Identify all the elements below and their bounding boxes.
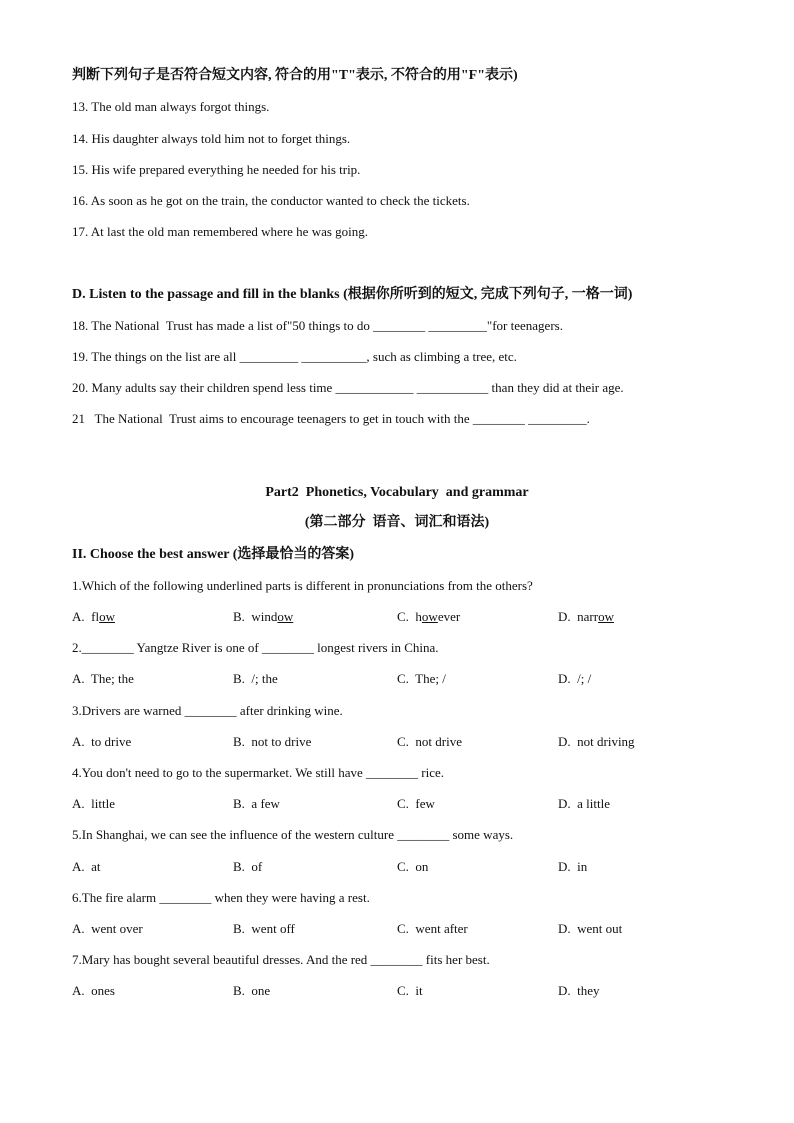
option-c: C. it xyxy=(397,983,423,998)
mc-options-7 xyxy=(72,982,712,1000)
mc-options-6 xyxy=(72,920,712,938)
option-c: C. went after xyxy=(397,921,468,936)
mc-options-2 xyxy=(72,670,712,688)
option-a: A. ones xyxy=(72,983,115,998)
part2-title: Part2 Phonetics, Vocabulary and grammar xyxy=(265,485,529,500)
question-20: 20. Many adults say their children spend less time ____________ ___________ than they did at their age. xyxy=(72,380,624,395)
option-b: B. went off xyxy=(233,921,295,936)
option-d: D. /; / xyxy=(558,671,592,686)
option-b: B. one xyxy=(233,983,271,998)
option-d: D. in xyxy=(558,859,588,874)
option-a: A. The; the xyxy=(72,671,134,686)
option-d: D. not driving xyxy=(558,734,635,749)
mc-question-4: 4.You don't need to go to the supermarket. We still have ________ rice. xyxy=(72,765,444,780)
mc-options-5 xyxy=(72,858,712,876)
option-d: D. they xyxy=(558,983,600,998)
option-c: C. few xyxy=(397,796,435,811)
option-b: B. of xyxy=(233,859,263,874)
option-c: C. not drive xyxy=(397,734,462,749)
option-b: B. a few xyxy=(233,796,280,811)
option-a: A. flow xyxy=(72,609,115,624)
mc-options-3 xyxy=(72,733,712,751)
option-b: B. not to drive xyxy=(233,734,312,749)
question-18: 18. The National Trust has made a list of"50 things to do ________ _________"for teenagers. xyxy=(72,318,563,333)
option-d: D. went out xyxy=(558,921,623,936)
option-d: D. narrow xyxy=(558,609,614,624)
option-a: A. at xyxy=(72,859,101,874)
option-a: A. to drive xyxy=(72,734,132,749)
option-b: B. window xyxy=(233,609,294,624)
question-19: 19. The things on the list are all _________ __________, such as climbing a tree, etc. xyxy=(72,349,517,364)
option-d: D. a little xyxy=(558,796,610,811)
mc-question-1: 1.Which of the following underlined parts is different in pronunciations from the others? xyxy=(72,578,533,593)
mc-options-4 xyxy=(72,795,712,813)
option-a: A. little xyxy=(72,796,115,811)
question-13: 13. The old man always forgot things. xyxy=(72,99,270,114)
mc-options-1 xyxy=(72,608,712,626)
question-21: 21 The National Trust aims to encourage teenagers to get in touch with the ________ _________. xyxy=(72,411,590,426)
section-c-heading: 判断下列句子是否符合短文内容, 符合的用"T"表示, 不符合的用"F"表示) xyxy=(72,68,518,83)
part2-subtitle: (第二部分 语音、词汇和语法) xyxy=(304,515,490,530)
option-c: C. however xyxy=(397,609,461,624)
option-c: C. The; / xyxy=(397,671,446,686)
mc-question-6: 6.The fire alarm ________ when they were having a rest. xyxy=(72,890,370,905)
option-a: A. went over xyxy=(72,921,143,936)
mc-question-7: 7.Mary has bought several beautiful dresses. And the red ________ fits her best. xyxy=(72,952,490,967)
mc-question-5: 5.In Shanghai, we can see the influence of the western culture ________ some ways. xyxy=(72,827,514,842)
question-15: 15. His wife prepared everything he needed for his trip. xyxy=(72,162,361,177)
option-c: C. on xyxy=(397,859,429,874)
question-16: 16. As soon as he got on the train, the conductor wanted to check the tickets. xyxy=(72,193,470,208)
mc-question-3: 3.Drivers are warned ________ after drinking wine. xyxy=(72,703,343,718)
option-b: B. /; the xyxy=(233,671,278,686)
section-d-heading: D. Listen to the passage and fill in the blanks (根据你所听到的短文, 完成下列句子, 一格一词) xyxy=(72,287,633,302)
mc-question-2: 2.________ Yangtze River is one of ________ longest rivers in China. xyxy=(72,640,439,655)
section-ii-heading: II. Choose the best answer (选择最恰当的答案) xyxy=(72,547,355,562)
question-17: 17. At last the old man remembered where he was going. xyxy=(72,224,369,239)
question-14: 14. His daughter always told him not to forget things. xyxy=(72,131,351,146)
